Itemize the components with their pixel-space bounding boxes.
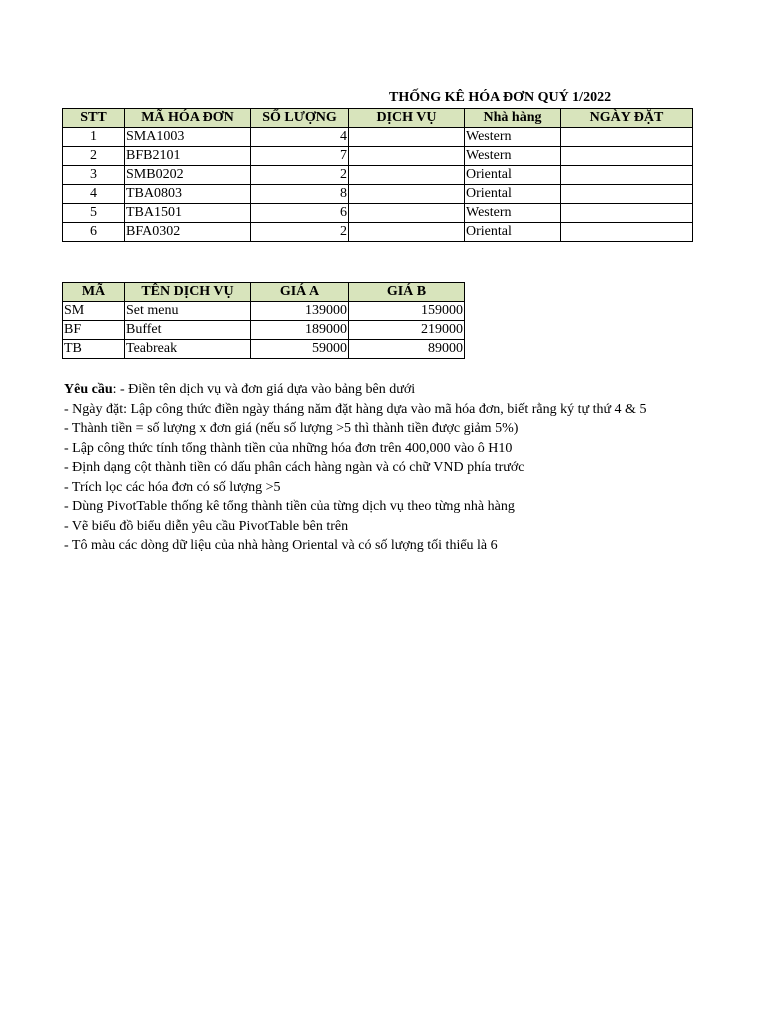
invoice-row	[63, 128, 693, 147]
cell-so-luong[interactable]: 2	[251, 223, 349, 242]
requirement-line: - Vẽ biểu đồ biểu diễn yêu cầu PivotTable bên trên	[64, 518, 349, 534]
col-header-nha-hang[interactable]: Nhà hàng	[465, 109, 561, 128]
requirements-list	[64, 400, 647, 553]
cell-ma-hoa-don[interactable]: BFA0302	[125, 223, 251, 242]
col-header-ten-dich-vu[interactable]: TÊN DỊCH VỤ	[125, 283, 251, 302]
requirement-line: - Trích lọc các hóa đơn có số lượng >5	[64, 479, 281, 495]
requirement-line: - Tô màu các dòng dữ liệu của nhà hàng Oriental và có số lượng tối thiểu là 6	[64, 538, 498, 553]
cell-ten-dich-vu[interactable]: Buffet	[125, 321, 251, 340]
requirement-line: - Thành tiền = số lượng x đơn giá (nếu số lượng >5 thì thành tiền được giảm 5%)	[64, 421, 519, 436]
cell-stt[interactable]: 4	[63, 185, 125, 204]
invoice-row	[63, 223, 693, 242]
cell-ngay-dat[interactable]	[561, 166, 693, 185]
cell-ngay-dat[interactable]	[561, 185, 693, 204]
requirement-line: - Định dạng cột thành tiền có dấu phân cách hàng ngàn và có chữ VND phía trước	[64, 460, 525, 475]
cell-dich-vu[interactable]	[349, 128, 465, 147]
cell-ma[interactable]: SM	[63, 302, 125, 321]
col-header-gia-b[interactable]: GIÁ B	[349, 283, 465, 302]
cell-nha-hang[interactable]: Western	[465, 147, 561, 166]
cell-ma-hoa-don[interactable]: SMA1003	[125, 128, 251, 147]
requirements-block	[64, 380, 647, 553]
sheet-title: THỐNG KÊ HÓA ĐƠN QUÝ 1/2022	[389, 90, 612, 105]
cell-so-luong[interactable]: 8	[251, 185, 349, 204]
cell-dich-vu[interactable]	[349, 147, 465, 166]
cell-stt[interactable]: 5	[63, 204, 125, 223]
cell-gia-b[interactable]: 89000	[349, 340, 465, 359]
col-header-ma[interactable]: MÃ	[63, 283, 125, 302]
cell-ngay-dat[interactable]	[561, 204, 693, 223]
cell-gia-a[interactable]: 59000	[251, 340, 349, 359]
cell-dich-vu[interactable]	[349, 223, 465, 242]
cell-ten-dich-vu[interactable]: Set menu	[125, 302, 251, 321]
requirement-line: - Lập công thức tính tổng thành tiền của những hóa đơn trên 400,000 vào ô H10	[64, 440, 513, 456]
cell-so-luong[interactable]: 7	[251, 147, 349, 166]
cell-so-luong[interactable]: 4	[251, 128, 349, 147]
col-header-ngay-dat[interactable]: NGÀY ĐẶT	[561, 109, 693, 128]
cell-gia-b[interactable]: 219000	[349, 321, 465, 340]
invoice-table	[62, 108, 693, 242]
invoice-row	[63, 147, 693, 166]
cell-ten-dich-vu[interactable]: Teabreak	[125, 340, 251, 359]
invoice-header-row	[63, 109, 693, 128]
invoice-row	[63, 166, 693, 185]
cell-ngay-dat[interactable]	[561, 223, 693, 242]
service-header-row	[63, 283, 465, 302]
cell-stt[interactable]: 6	[63, 223, 125, 242]
cell-nha-hang[interactable]: Oriental	[465, 185, 561, 204]
cell-ma[interactable]: BF	[63, 321, 125, 340]
col-header-gia-a[interactable]: GIÁ A	[251, 283, 349, 302]
cell-dich-vu[interactable]	[349, 166, 465, 185]
cell-nha-hang[interactable]: Oriental	[465, 223, 561, 242]
cell-ngay-dat[interactable]	[561, 147, 693, 166]
requirements-label: Yêu cầu	[64, 382, 113, 397]
col-header-so-luong[interactable]: SỐ LƯỢNG	[251, 109, 349, 128]
invoice-row	[63, 185, 693, 204]
cell-dich-vu[interactable]	[349, 204, 465, 223]
cell-so-luong[interactable]: 2	[251, 166, 349, 185]
service-price-table	[62, 282, 465, 359]
cell-gia-a[interactable]: 189000	[251, 321, 349, 340]
service-row	[63, 302, 465, 321]
requirements-intro: : - Điền tên dịch vụ và đơn giá dựa vào bảng bên dưới	[112, 382, 416, 397]
col-header-dich-vu[interactable]: DỊCH VỤ	[349, 109, 465, 128]
requirement-line: - Ngày đặt: Lập công thức điền ngày tháng năm đặt hàng dựa vào mã hóa đơn, biết rằng ký tự thứ 4 & 5	[64, 401, 647, 417]
service-row	[63, 321, 465, 340]
cell-dich-vu[interactable]	[349, 185, 465, 204]
cell-gia-b[interactable]: 159000	[349, 302, 465, 321]
cell-ngay-dat[interactable]	[561, 128, 693, 147]
cell-so-luong[interactable]: 6	[251, 204, 349, 223]
cell-ma-hoa-don[interactable]: TBA0803	[125, 185, 251, 204]
requirements-first-line	[64, 380, 646, 400]
invoice-row	[63, 204, 693, 223]
cell-nha-hang[interactable]: Western	[465, 204, 561, 223]
cell-gia-a[interactable]: 139000	[251, 302, 349, 321]
cell-stt[interactable]: 2	[63, 147, 125, 166]
cell-stt[interactable]: 1	[63, 128, 125, 147]
col-header-stt[interactable]: STT	[63, 109, 125, 128]
cell-nha-hang[interactable]: Western	[465, 128, 561, 147]
cell-ma-hoa-don[interactable]: TBA1501	[125, 204, 251, 223]
cell-stt[interactable]: 3	[63, 166, 125, 185]
cell-nha-hang[interactable]: Oriental	[465, 166, 561, 185]
cell-ma[interactable]: TB	[63, 340, 125, 359]
requirement-line: - Dùng PivotTable thống kê tổng thành tiền của từng dịch vụ theo từng nhà hàng	[64, 499, 515, 514]
col-header-ma-hoa-don[interactable]: MÃ HÓA ĐƠN	[125, 109, 251, 128]
cell-ma-hoa-don[interactable]: BFB2101	[125, 147, 251, 166]
cell-ma-hoa-don[interactable]: SMB0202	[125, 166, 251, 185]
service-row	[63, 340, 465, 359]
